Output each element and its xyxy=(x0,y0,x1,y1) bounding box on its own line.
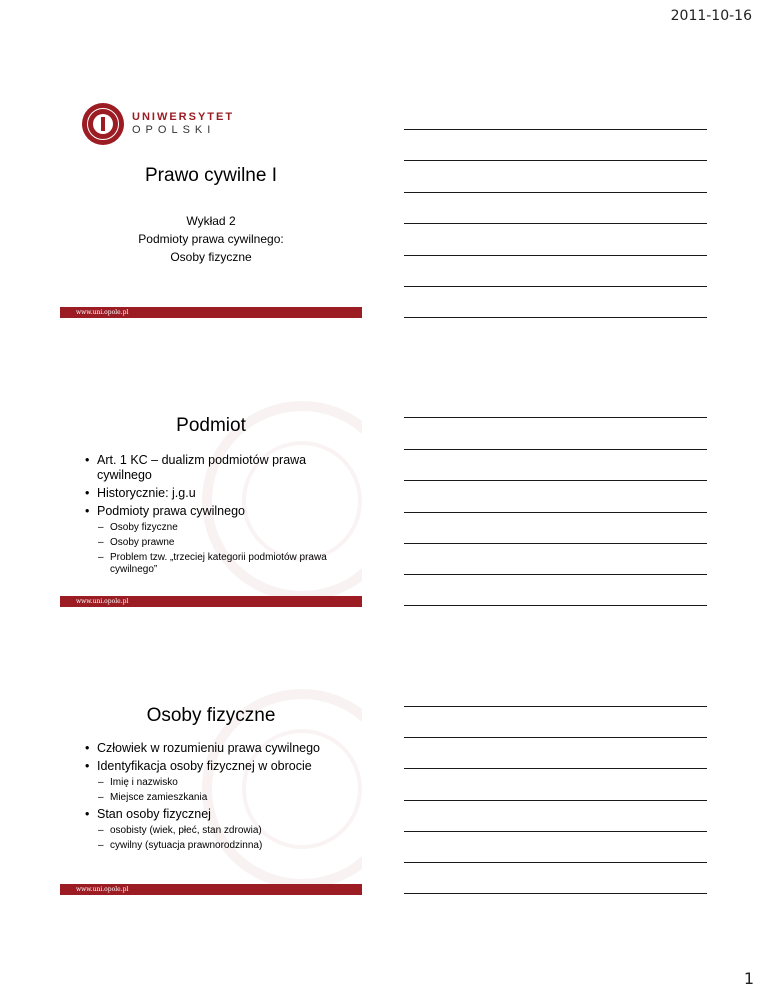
note-line xyxy=(404,286,707,287)
list-item: – Problem tzw. „trzeciej kategorii podmiotów prawa cywilnego” xyxy=(98,552,327,575)
bullet-list xyxy=(60,453,350,576)
slide-title: Podmiot xyxy=(176,415,246,436)
footer-url: www.uni.opole.pl xyxy=(76,309,129,316)
note-line xyxy=(404,223,707,224)
university-seal-icon xyxy=(82,103,124,145)
note-line xyxy=(404,480,707,481)
note-line xyxy=(404,449,707,450)
list-item: • Art. 1 KC – dualizm podmiotów prawa cywilnego xyxy=(85,453,307,482)
slide-footer-bar xyxy=(60,884,362,895)
note-line xyxy=(404,800,707,801)
slide-subtitle-line: Wykład 2 xyxy=(186,214,236,228)
university-logo xyxy=(82,102,234,146)
note-line xyxy=(404,317,707,318)
list-item: – Osoby fizyczne xyxy=(98,522,178,533)
footer-url: www.uni.opole.pl xyxy=(76,886,129,893)
note-line xyxy=(404,893,707,894)
note-line xyxy=(404,192,707,193)
note-line xyxy=(404,417,707,418)
note-line xyxy=(404,512,707,513)
list-item: – osobisty (wiek, płeć, stan zdrowia) xyxy=(98,825,262,836)
slide-title: Prawo cywilne I xyxy=(145,165,277,186)
note-line xyxy=(404,160,707,161)
slide-1 xyxy=(60,92,362,318)
list-item: • Stan osoby fizycznej xyxy=(85,807,211,821)
slide-title: Osoby fizyczne xyxy=(146,705,276,726)
note-line xyxy=(404,605,707,606)
logo-line-1: UNIWERSYTET xyxy=(132,111,235,123)
logo-line-2: OPOLSKI xyxy=(132,124,216,136)
list-item: • Historycznie: j.g.u xyxy=(85,486,196,500)
bullet-list xyxy=(60,741,350,852)
slide-footer-bar xyxy=(60,596,362,607)
note-line xyxy=(404,574,707,575)
note-line xyxy=(404,862,707,863)
note-line xyxy=(404,706,707,707)
slide-3 xyxy=(60,669,362,895)
slide-subtitle-line: Osoby fizyczne xyxy=(170,250,252,264)
page-number: 1 xyxy=(743,969,754,988)
note-line xyxy=(404,255,707,256)
slide-footer-bar xyxy=(60,307,362,318)
list-item: • Podmioty prawa cywilnego xyxy=(85,504,245,518)
list-item: – cywilny (sytuacja prawnorodzinna) xyxy=(98,840,263,851)
note-line xyxy=(404,543,707,544)
slide-subtitle-line: Podmioty prawa cywilnego: xyxy=(138,232,284,246)
list-item: – Imię i nazwisko xyxy=(98,777,178,788)
list-item: – Miejsce zamieszkania xyxy=(98,792,208,803)
print-date: 2011-10-16 xyxy=(670,8,752,24)
note-line xyxy=(404,129,707,130)
slide-2 xyxy=(60,381,362,607)
note-line xyxy=(404,737,707,738)
note-line xyxy=(404,768,707,769)
list-item: • Człowiek w rozumieniu prawa cywilnego xyxy=(85,741,321,755)
list-item: – Osoby prawne xyxy=(98,537,175,548)
list-item: • Identyfikacja osoby fizycznej w obrocie xyxy=(85,759,312,773)
footer-url: www.uni.opole.pl xyxy=(76,598,129,605)
note-line xyxy=(404,831,707,832)
